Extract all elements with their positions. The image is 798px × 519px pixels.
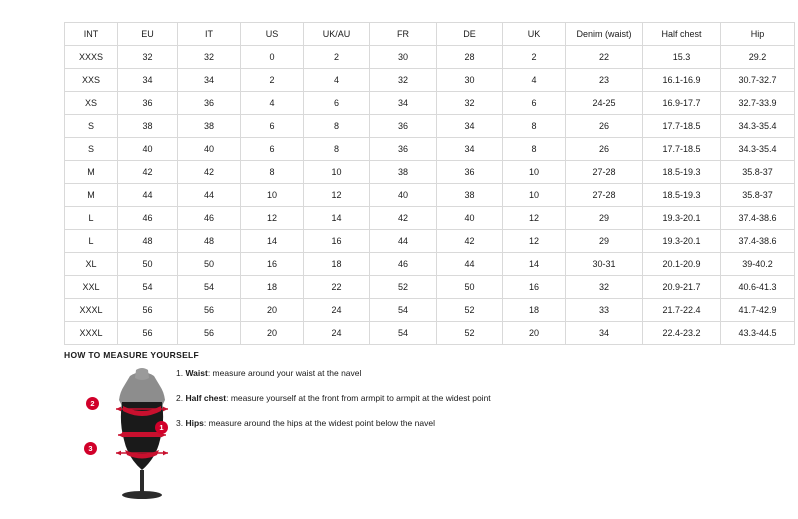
- cell-us: 20: [241, 299, 304, 322]
- cell-hip: 29.2: [721, 46, 795, 69]
- table-header: [65, 23, 795, 46]
- cell-int: L: [65, 230, 118, 253]
- instruction-number: 2.: [176, 393, 184, 403]
- cell-uk: 12: [503, 207, 566, 230]
- cell-int: XXS: [65, 69, 118, 92]
- cell-fr: 42: [370, 207, 437, 230]
- cell-denim-waist: 26: [566, 115, 643, 138]
- cell-uk-au: 24: [304, 299, 370, 322]
- cell-hip: 43.3-44.5: [721, 322, 795, 345]
- measure-badge-2: 2: [86, 397, 99, 410]
- cell-denim-waist: 24-25: [566, 92, 643, 115]
- cell-fr: 30: [370, 46, 437, 69]
- cell-denim-waist: 34: [566, 322, 643, 345]
- cell-it: 42: [178, 161, 241, 184]
- cell-fr: 52: [370, 276, 437, 299]
- cell-de: 42: [437, 230, 503, 253]
- cell-it: 32: [178, 46, 241, 69]
- cell-it: 56: [178, 322, 241, 345]
- cell-denim-waist: 23: [566, 69, 643, 92]
- cell-uk: 4: [503, 69, 566, 92]
- cell-uk-au: 24: [304, 322, 370, 345]
- cell-half-chest: 16.1-16.9: [643, 69, 721, 92]
- cell-int: M: [65, 161, 118, 184]
- table-row: [65, 299, 795, 322]
- cell-us: 10: [241, 184, 304, 207]
- cell-it: 36: [178, 92, 241, 115]
- table-row: [65, 184, 795, 207]
- cell-eu: 36: [118, 92, 178, 115]
- cell-denim-waist: 27-28: [566, 161, 643, 184]
- cell-it: 50: [178, 253, 241, 276]
- cell-hip: 40.6-41.3: [721, 276, 795, 299]
- table-row: [65, 207, 795, 230]
- cell-denim-waist: 29: [566, 230, 643, 253]
- cell-us: 8: [241, 161, 304, 184]
- cell-eu: 46: [118, 207, 178, 230]
- cell-hip: 34.3-35.4: [721, 115, 795, 138]
- cell-uk: 10: [503, 184, 566, 207]
- cell-us: 4: [241, 92, 304, 115]
- cell-int: XXL: [65, 276, 118, 299]
- cell-uk: 2: [503, 46, 566, 69]
- cell-it: 56: [178, 299, 241, 322]
- table-row: [65, 69, 795, 92]
- cell-it: 40: [178, 138, 241, 161]
- cell-hip: 34.3-35.4: [721, 138, 795, 161]
- cell-eu: 42: [118, 161, 178, 184]
- cell-hip: 37.4-38.6: [721, 207, 795, 230]
- cell-uk-au: 8: [304, 138, 370, 161]
- cell-us: 6: [241, 115, 304, 138]
- cell-uk-au: 6: [304, 92, 370, 115]
- cell-eu: 48: [118, 230, 178, 253]
- table-header-row: [65, 23, 795, 46]
- cell-int: XXXL: [65, 299, 118, 322]
- cell-fr: 44: [370, 230, 437, 253]
- cell-de: 28: [437, 46, 503, 69]
- cell-it: 54: [178, 276, 241, 299]
- cell-uk: 20: [503, 322, 566, 345]
- cell-eu: 34: [118, 69, 178, 92]
- cell-us: 12: [241, 207, 304, 230]
- cell-uk: 14: [503, 253, 566, 276]
- cell-eu: 38: [118, 115, 178, 138]
- cell-fr: 36: [370, 115, 437, 138]
- column-header-half-chest: Half chest: [643, 23, 721, 46]
- column-header-eu: EU: [118, 23, 178, 46]
- table-row: [65, 230, 795, 253]
- cell-uk: 10: [503, 161, 566, 184]
- cell-denim-waist: 27-28: [566, 184, 643, 207]
- cell-uk-au: 16: [304, 230, 370, 253]
- cell-it: 44: [178, 184, 241, 207]
- instruction-term: Waist: [185, 368, 208, 378]
- cell-uk: 18: [503, 299, 566, 322]
- cell-uk-au: 18: [304, 253, 370, 276]
- size-conversion-table: [64, 22, 795, 345]
- cell-uk: 8: [503, 138, 566, 161]
- cell-us: 16: [241, 253, 304, 276]
- cell-int: XS: [65, 92, 118, 115]
- cell-hip: 32.7-33.9: [721, 92, 795, 115]
- cell-de: 40: [437, 207, 503, 230]
- cell-fr: 36: [370, 138, 437, 161]
- cell-fr: 40: [370, 184, 437, 207]
- table-row: [65, 115, 795, 138]
- cell-us: 20: [241, 322, 304, 345]
- table-row: [65, 92, 795, 115]
- instruction-text: : measure around the hips at the widest point below the navel: [203, 418, 435, 428]
- column-header-int: INT: [65, 23, 118, 46]
- cell-it: 46: [178, 207, 241, 230]
- cell-half-chest: 21.7-22.4: [643, 299, 721, 322]
- cell-hip: 35.8-37: [721, 161, 795, 184]
- cell-eu: 50: [118, 253, 178, 276]
- table-row: [65, 322, 795, 345]
- cell-us: 2: [241, 69, 304, 92]
- measure-badge-3: 3: [84, 442, 97, 455]
- table-row: [65, 276, 795, 299]
- size-table-container: [64, 22, 777, 345]
- measure-badge-1: 1: [155, 421, 168, 434]
- cell-fr: 54: [370, 299, 437, 322]
- cell-eu: 44: [118, 184, 178, 207]
- cell-int: XL: [65, 253, 118, 276]
- cell-denim-waist: 22: [566, 46, 643, 69]
- cell-it: 38: [178, 115, 241, 138]
- column-header-denim-waist: Denim (waist): [566, 23, 643, 46]
- cell-denim-waist: 26: [566, 138, 643, 161]
- cell-de: 34: [437, 115, 503, 138]
- cell-it: 34: [178, 69, 241, 92]
- column-header-hip: Hip: [721, 23, 795, 46]
- instruction-term: Half chest: [185, 393, 227, 403]
- cell-int: XXXL: [65, 322, 118, 345]
- cell-de: 36: [437, 161, 503, 184]
- cell-int: XXXS: [65, 46, 118, 69]
- instruction-number: 3.: [176, 418, 184, 428]
- cell-de: 32: [437, 92, 503, 115]
- how-to-measure-heading: HOW TO MEASURE YOURSELF: [64, 350, 200, 360]
- cell-us: 0: [241, 46, 304, 69]
- cell-half-chest: 16.9-17.7: [643, 92, 721, 115]
- cell-de: 44: [437, 253, 503, 276]
- cell-denim-waist: 30-31: [566, 253, 643, 276]
- cell-eu: 32: [118, 46, 178, 69]
- column-header-uk-au: UK/AU: [304, 23, 370, 46]
- cell-half-chest: 22.4-23.2: [643, 322, 721, 345]
- instruction-text: : measure yourself at the front from armpit to armpit at the widest point: [226, 393, 491, 403]
- cell-fr: 32: [370, 69, 437, 92]
- measure-instruction-2: [176, 393, 596, 404]
- cell-half-chest: 20.9-21.7: [643, 276, 721, 299]
- cell-int: S: [65, 115, 118, 138]
- cell-de: 50: [437, 276, 503, 299]
- cell-fr: 54: [370, 322, 437, 345]
- cell-fr: 38: [370, 161, 437, 184]
- table-row: [65, 138, 795, 161]
- cell-hip: 37.4-38.6: [721, 230, 795, 253]
- cell-fr: 46: [370, 253, 437, 276]
- column-header-de: DE: [437, 23, 503, 46]
- cell-denim-waist: 32: [566, 276, 643, 299]
- cell-half-chest: 15.3: [643, 46, 721, 69]
- cell-de: 30: [437, 69, 503, 92]
- cell-de: 52: [437, 299, 503, 322]
- cell-denim-waist: 33: [566, 299, 643, 322]
- cell-uk-au: 8: [304, 115, 370, 138]
- cell-half-chest: 18.5-19.3: [643, 161, 721, 184]
- column-header-it: IT: [178, 23, 241, 46]
- cell-int: L: [65, 207, 118, 230]
- cell-eu: 40: [118, 138, 178, 161]
- cell-us: 6: [241, 138, 304, 161]
- cell-hip: 41.7-42.9: [721, 299, 795, 322]
- cell-us: 18: [241, 276, 304, 299]
- cell-uk-au: 2: [304, 46, 370, 69]
- instruction-term: Hips: [185, 418, 204, 428]
- cell-fr: 34: [370, 92, 437, 115]
- cell-de: 38: [437, 184, 503, 207]
- table-row: [65, 46, 795, 69]
- cell-uk-au: 12: [304, 184, 370, 207]
- cell-int: S: [65, 138, 118, 161]
- cell-half-chest: 17.7-18.5: [643, 115, 721, 138]
- cell-int: M: [65, 184, 118, 207]
- cell-uk: 6: [503, 92, 566, 115]
- cell-half-chest: 19.3-20.1: [643, 230, 721, 253]
- cell-it: 48: [178, 230, 241, 253]
- table-row: [65, 161, 795, 184]
- cell-eu: 56: [118, 299, 178, 322]
- cell-hip: 30.7-32.7: [721, 69, 795, 92]
- table-row: [65, 253, 795, 276]
- table-body: [65, 46, 795, 345]
- cell-denim-waist: 29: [566, 207, 643, 230]
- cell-uk: 16: [503, 276, 566, 299]
- cell-uk: 12: [503, 230, 566, 253]
- instruction-number: 1.: [176, 368, 184, 378]
- cell-uk-au: 22: [304, 276, 370, 299]
- cell-half-chest: 17.7-18.5: [643, 138, 721, 161]
- measure-instruction-1: [176, 368, 596, 379]
- cell-uk-au: 10: [304, 161, 370, 184]
- cell-uk-au: 4: [304, 69, 370, 92]
- cell-eu: 54: [118, 276, 178, 299]
- measure-instructions: [176, 368, 596, 443]
- cell-us: 14: [241, 230, 304, 253]
- cell-de: 34: [437, 138, 503, 161]
- column-header-uk: UK: [503, 23, 566, 46]
- column-header-us: US: [241, 23, 304, 46]
- cell-uk: 8: [503, 115, 566, 138]
- cell-half-chest: 19.3-20.1: [643, 207, 721, 230]
- cell-half-chest: 20.1-20.9: [643, 253, 721, 276]
- cell-uk-au: 14: [304, 207, 370, 230]
- cell-de: 52: [437, 322, 503, 345]
- cell-eu: 56: [118, 322, 178, 345]
- cell-hip: 39-40.2: [721, 253, 795, 276]
- measure-instruction-3: [176, 418, 596, 429]
- instruction-text: : measure around your waist at the navel: [207, 368, 362, 378]
- cell-hip: 35.8-37: [721, 184, 795, 207]
- column-header-fr: FR: [370, 23, 437, 46]
- cell-half-chest: 18.5-19.3: [643, 184, 721, 207]
